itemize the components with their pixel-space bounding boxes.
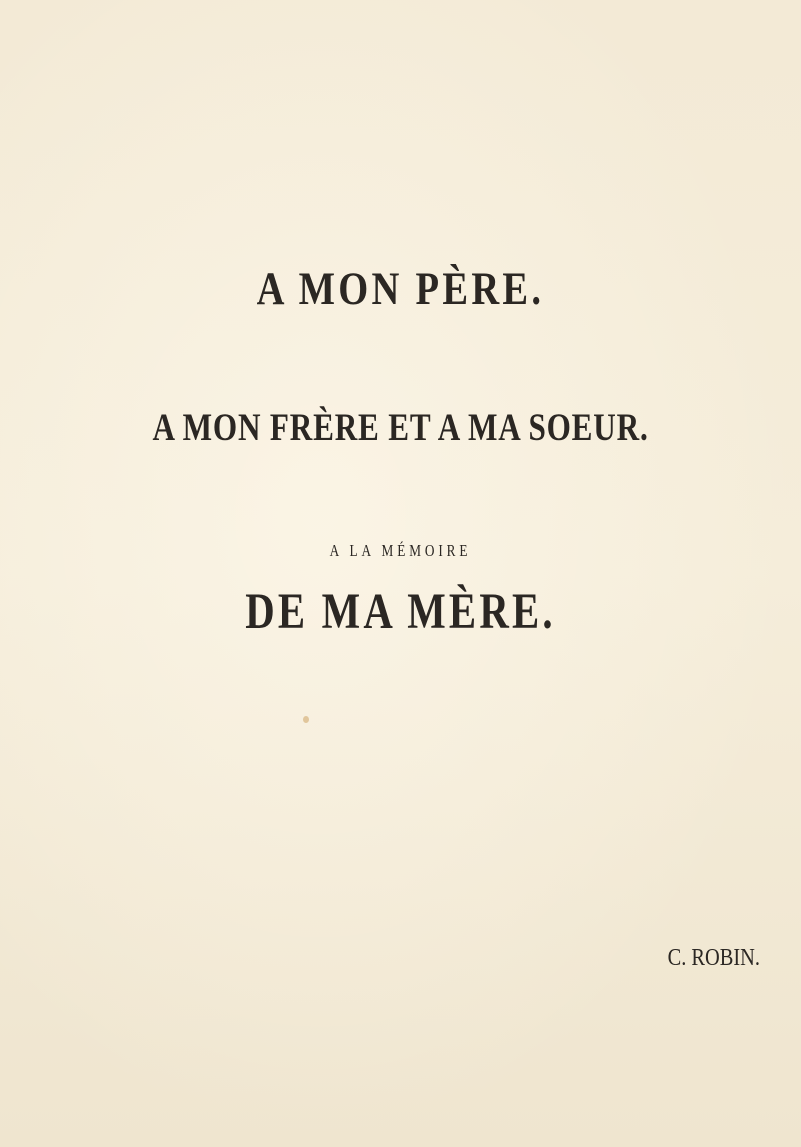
- dedication-memory-heading: A LA MÉMOIRE: [329, 541, 472, 560]
- paper-stain: [303, 716, 309, 723]
- dedication-brother-sister: A MON FRÈRE ET A MA SOEUR.: [152, 406, 649, 449]
- author-signature: C. ROBIN.: [667, 945, 760, 971]
- dedication-father: A MON PÈRE.: [256, 263, 545, 315]
- dedication-mother: DE MA MÈRE.: [245, 584, 556, 640]
